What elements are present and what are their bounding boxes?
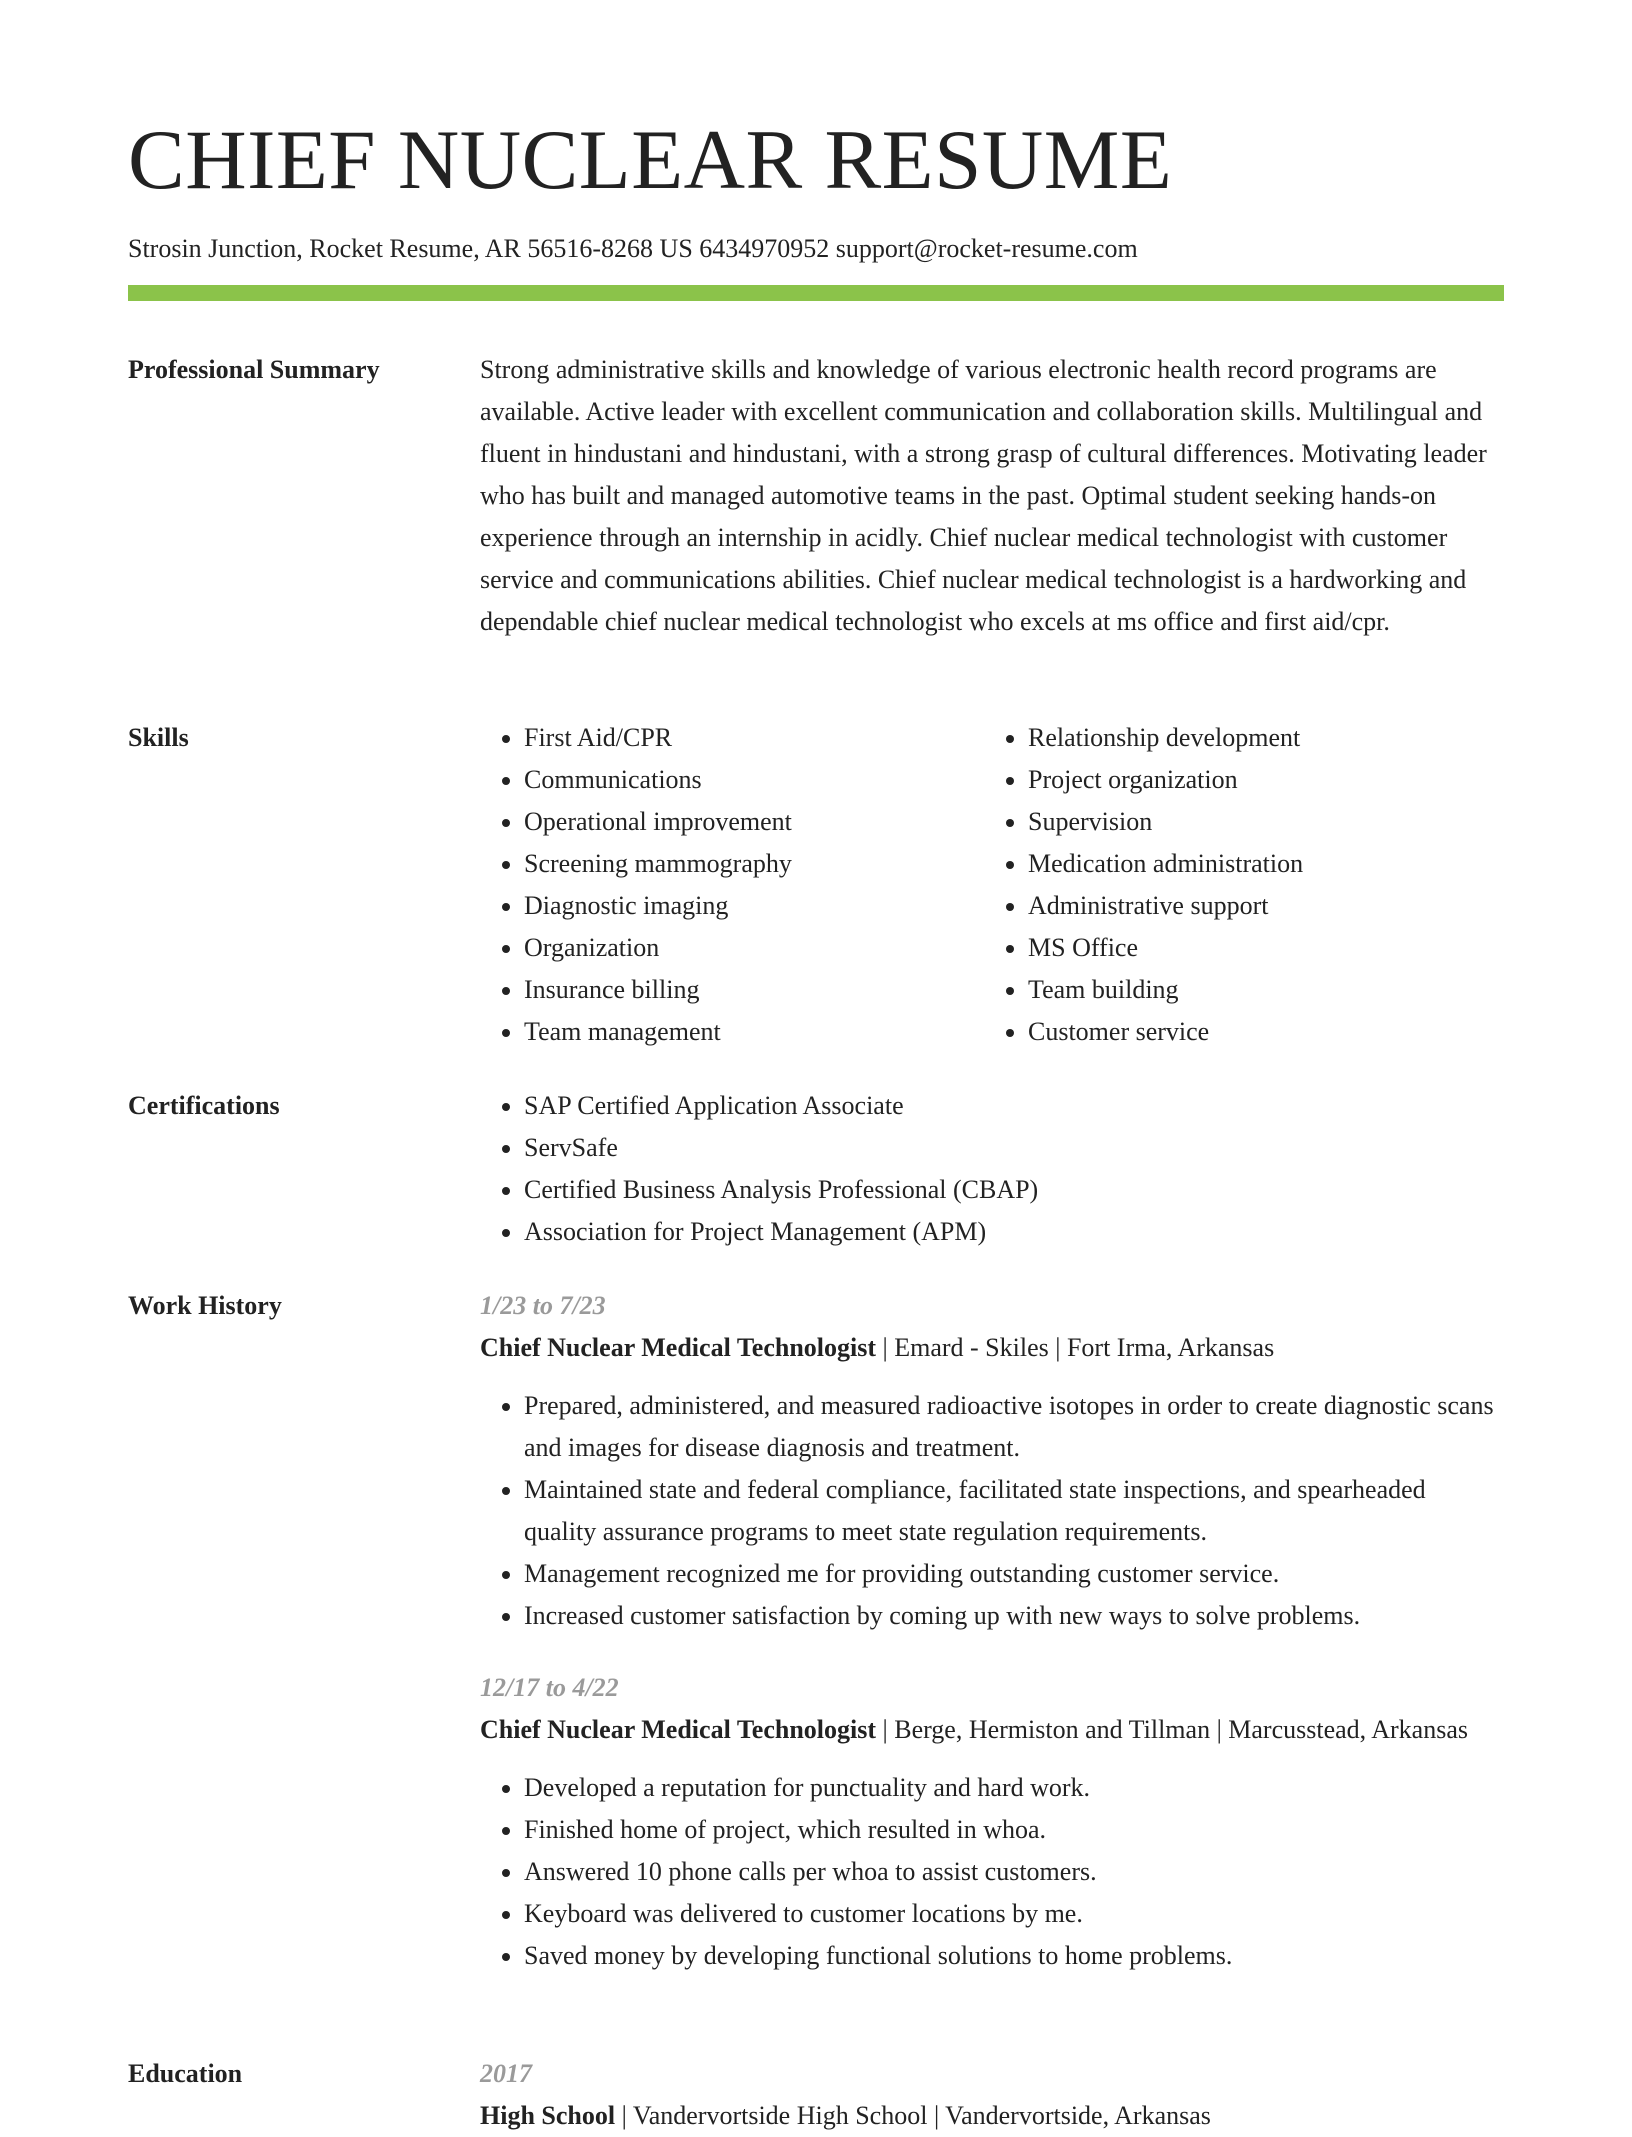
education-heading [480, 2095, 1504, 2137]
skill-item: • Operational improvement [524, 801, 984, 843]
skill-item: • Administrative support [1028, 885, 1303, 927]
skill-item: • Supervision [1028, 801, 1303, 843]
job-employer-location: | Berge, Hermiston and Tillman | Marcusstead, Arkansas [876, 1715, 1468, 1744]
education-body [480, 2053, 1504, 2137]
skill-item: • First Aid/CPR [524, 717, 984, 759]
skill-item: • Screening mammography [524, 843, 984, 885]
education-school-location: | Vandervortside High School | Vandervortside, Arkansas [615, 2101, 1211, 2130]
job-heading [480, 1709, 1504, 1751]
section-label-skills: Skills [128, 723, 189, 752]
job-heading [480, 1327, 1504, 1369]
skill-item: • Customer service [1028, 1011, 1303, 1053]
work-history-body [480, 1285, 1504, 1977]
skill-item: • MS Office [1028, 927, 1303, 969]
job-dates: 1/23 to 7/23 [480, 1291, 606, 1320]
job-entry [480, 1667, 1504, 1977]
job-dates: 12/17 to 4/22 [480, 1673, 619, 1702]
skill-item: • Diagnostic imaging [524, 885, 984, 927]
job-bullet: • Answered 10 phone calls per whoa to assist customers. [524, 1851, 1504, 1893]
job-bullet: • Prepared, administered, and measured radioactive isotopes in order to create diagnostic scans and images for disease diagnosis and treatment. [524, 1385, 1504, 1469]
skill-item: • Communications [524, 759, 984, 801]
skill-item: • Team management [524, 1011, 984, 1053]
certification-item: • Certified Business Analysis Professional (CBAP) [524, 1169, 1504, 1211]
job-bullet: • Saved money by developing functional solutions to home problems. [524, 1935, 1504, 1977]
skill-item: • Team building [1028, 969, 1303, 1011]
skill-item: • Relationship development [1028, 717, 1303, 759]
skill-item: • Medication administration [1028, 843, 1303, 885]
job-bullet: • Increased customer satisfaction by coming up with new ways to solve problems. [524, 1595, 1504, 1637]
skills-list-right [984, 717, 1303, 1053]
summary-text: Strong administrative skills and knowledge of various electronic health record programs are available. Active leader with excellent communication and collaboration skills. Multilingual and fluent in hindustani and hindustani, with a strong grasp of cultural differences. Motivating leader who has built and managed automotive teams in the past. Optimal student seeking hands-on experience through an internship in acidly. Chief nuclear medical technologist with customer service and communications abilities. Chief nuclear medical technologist is a hardworking and dependable chief nuclear medical technologist who excels at ms office and first aid/cpr. [480, 355, 1487, 636]
skill-item: • Insurance billing [524, 969, 984, 1011]
job-employer-location: | Emard - Skiles | Fort Irma, Arkansas [876, 1333, 1275, 1362]
job-bullets [480, 1385, 1504, 1637]
skills-body [480, 717, 1504, 1053]
section-label-work-history: Work History [128, 1291, 282, 1320]
job-title: Chief Nuclear Medical Technologist [480, 1333, 877, 1362]
summary-body [480, 349, 1504, 643]
certification-item: • SAP Certified Application Associate [524, 1085, 1504, 1127]
certifications-list [480, 1085, 1504, 1253]
skill-item: • Project organization [1028, 759, 1303, 801]
education-title: High School [480, 2101, 616, 2130]
contact-line: Strosin Junction, Rocket Resume, AR 56516-8268 US 6434970952 support@rocket-resume.com [128, 234, 1138, 263]
job-bullet: • Developed a reputation for punctuality and hard work. [524, 1767, 1504, 1809]
education-dates: 2017 [480, 2059, 532, 2088]
resume-title: CHIEF NUCLEAR RESUME [128, 113, 1173, 207]
certifications-body [480, 1085, 1504, 1253]
job-bullets [480, 1767, 1504, 1977]
certification-item: • Association for Project Management (APM) [524, 1211, 1504, 1253]
skills-list-left [480, 717, 984, 1053]
skill-item: • Organization [524, 927, 984, 969]
job-bullet: • Management recognized me for providing outstanding customer service. [524, 1553, 1504, 1595]
accent-divider [128, 285, 1504, 301]
certification-item: • ServSafe [524, 1127, 1504, 1169]
section-label-summary: Professional Summary [128, 355, 380, 384]
section-label-education: Education [128, 2059, 243, 2088]
job-bullet: • Maintained state and federal compliance, facilitated state inspections, and spearheaded quality assurance programs to meet state regulation requirements. [524, 1469, 1504, 1553]
job-bullet: • Keyboard was delivered to customer locations by me. [524, 1893, 1504, 1935]
section-label-certifications: Certifications [128, 1091, 280, 1120]
job-entry [480, 1285, 1504, 1637]
job-bullet: • Finished home of project, which resulted in whoa. [524, 1809, 1504, 1851]
job-title: Chief Nuclear Medical Technologist [480, 1715, 877, 1744]
